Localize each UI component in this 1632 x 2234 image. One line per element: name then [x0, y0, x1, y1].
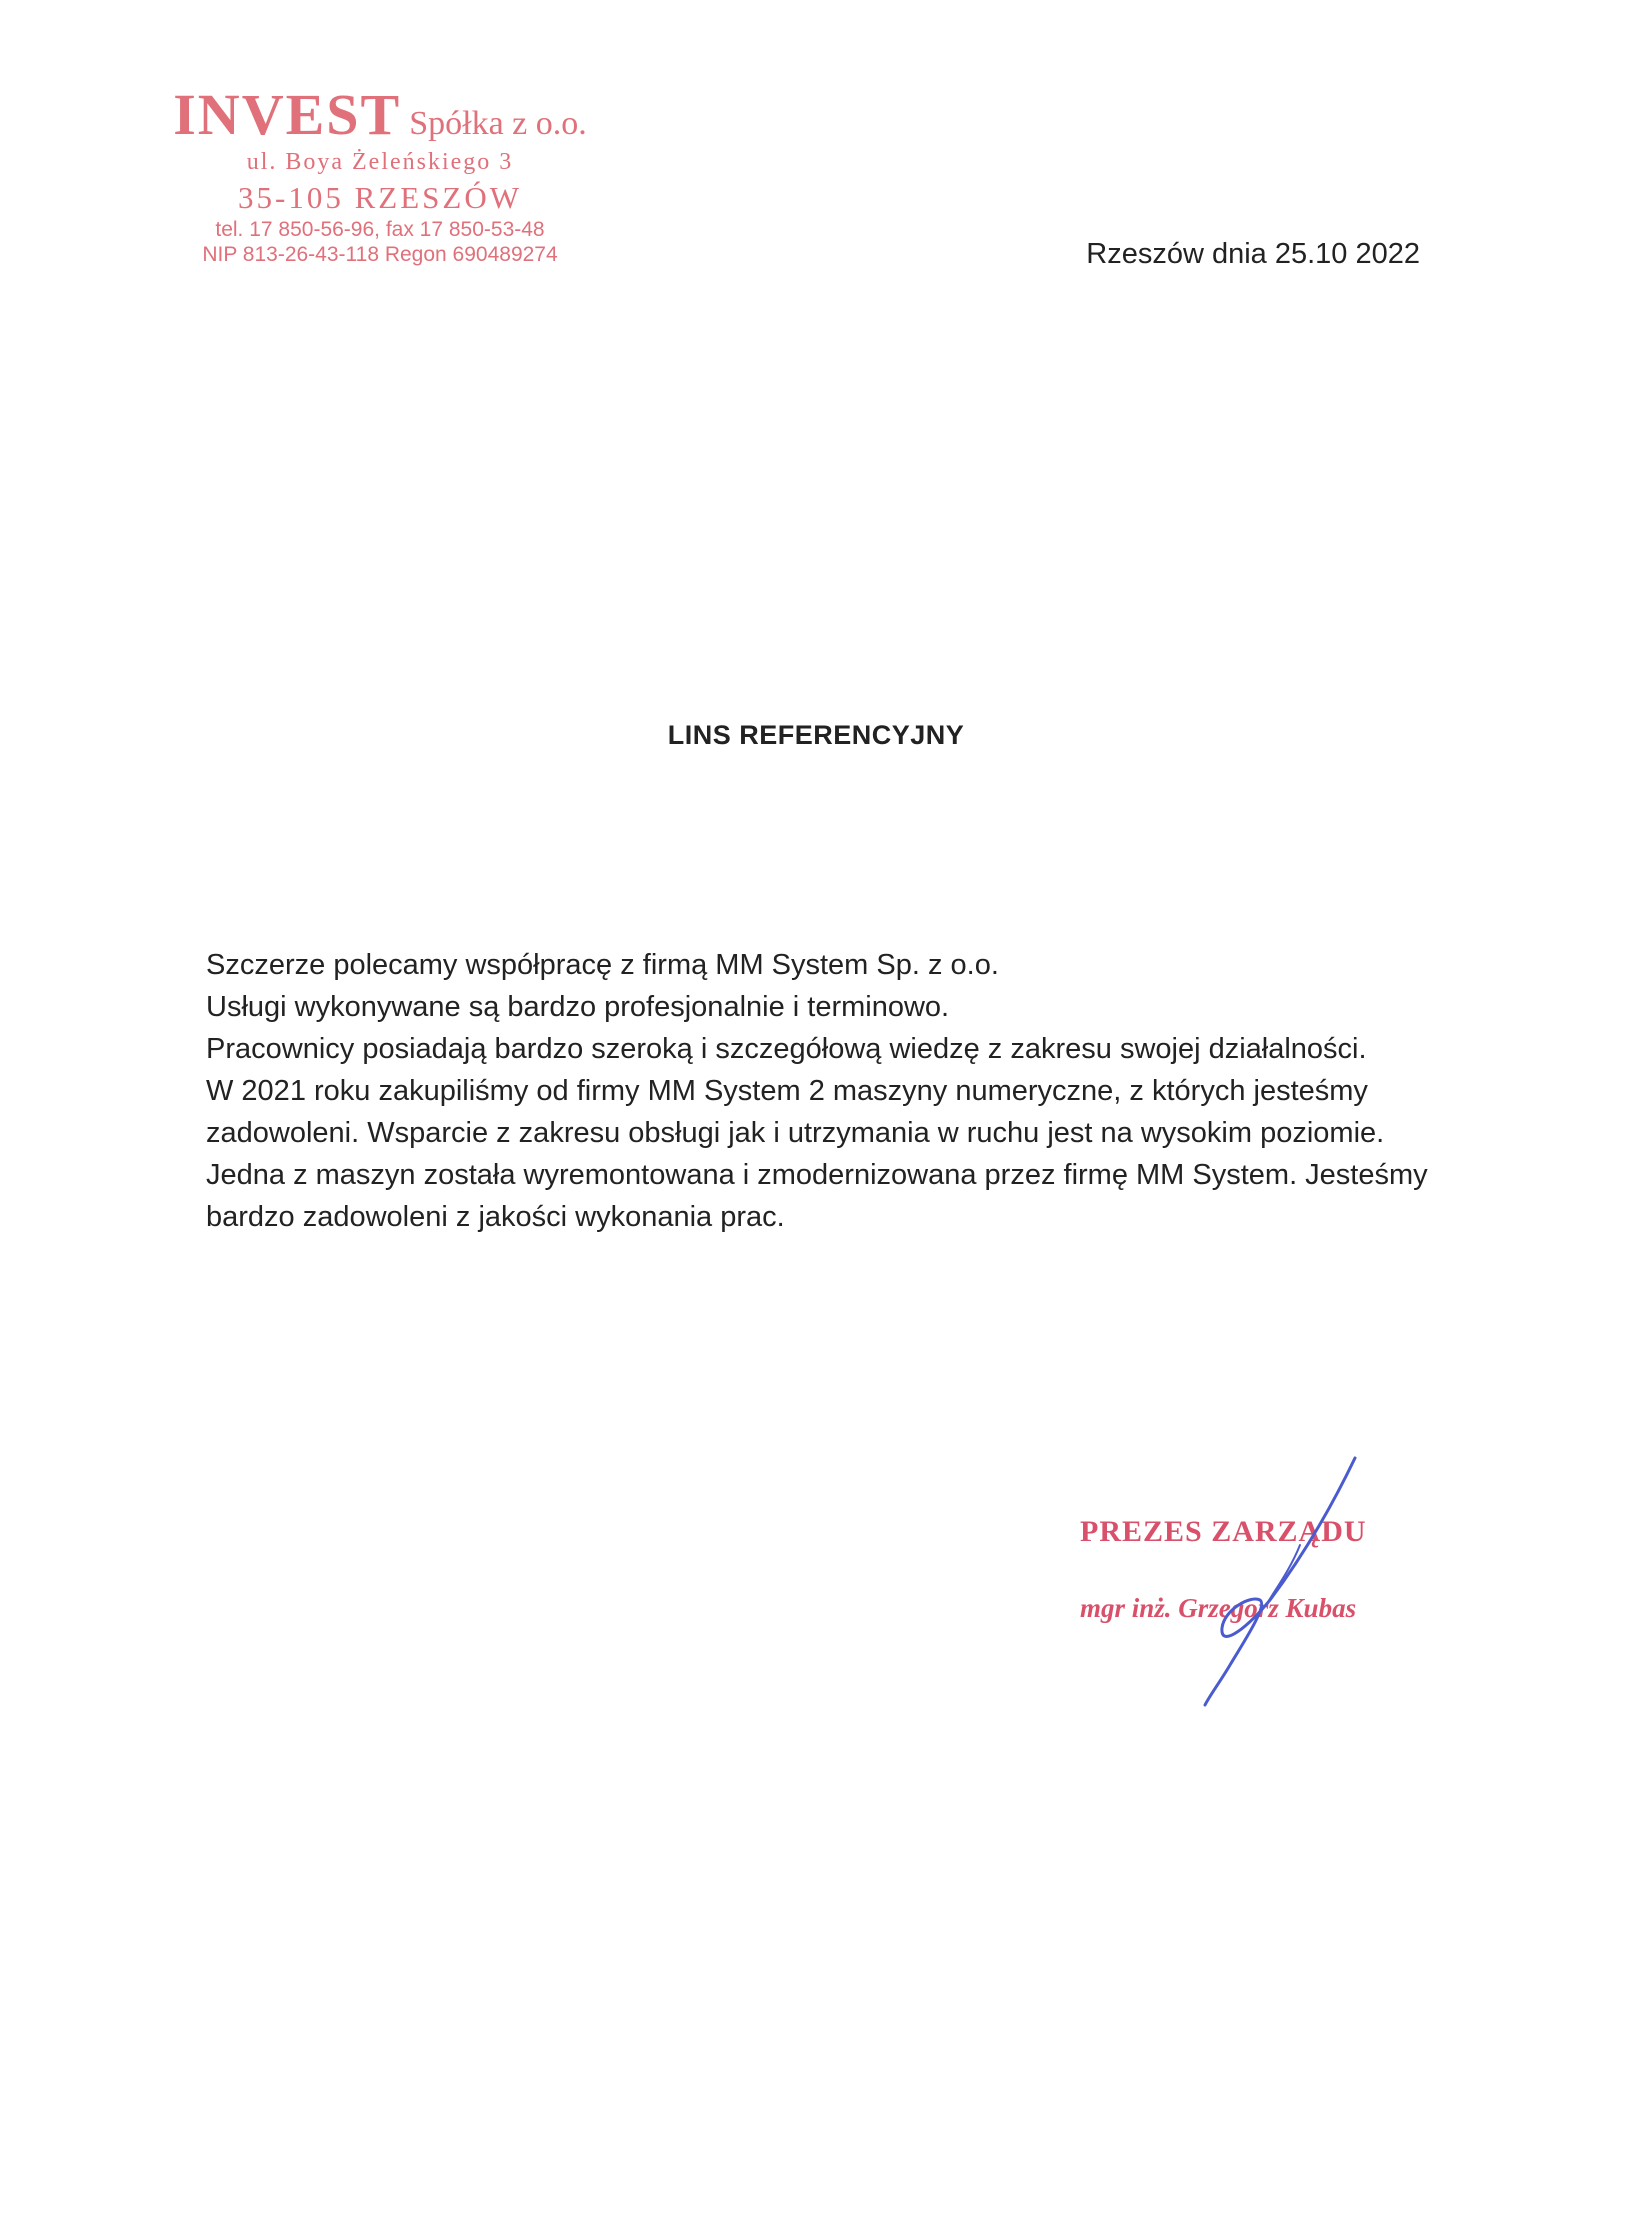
signatory-title: PREZES ZARZĄDU [1080, 1515, 1367, 1548]
body-line: Szczerze polecamy współpracę z firmą MM System Sp. z o.o. [206, 949, 999, 981]
signatory-name: mgr inż. Grzegorz Kubas [1080, 1593, 1357, 1623]
body-line: bardzo zadowoleni z jakości wykonania prac. [206, 1201, 785, 1233]
handwritten-signature [1150, 1450, 1370, 1710]
stamp-company-suffix: Spółka z o.o. [409, 105, 587, 142]
body-line: Jedna z maszyn została wyremontowana i zmodernizowana przez firmę MM System. Jesteśmy [206, 1159, 1428, 1191]
body-line: Pracownicy posiadają bardzo szeroką i szczegółową wiedzę z zakresu swojej działalności. [206, 1033, 1367, 1065]
body-line: Usługi wykonywane są bardzo profesjonalnie i terminowo. [206, 991, 950, 1023]
stamp-street: ul. Boya Żeleńskiego 3 [246, 149, 514, 175]
stamp-city: 35-105 RZESZÓW [238, 180, 522, 215]
stamp-company-name: INVEST [173, 82, 402, 147]
letter-title: LINS REFERENCYJNY [667, 720, 965, 750]
body-line: zadowoleni. Wsparcie z zakresu obsługi jak i utrzymania w ruchu jest na wysokim poziomie. [206, 1117, 1385, 1149]
body-line: W 2021 roku zakupiliśmy od firmy MM System 2 maszyny numeryczne, z których jesteśmy [206, 1075, 1368, 1107]
company-stamp [150, 82, 610, 266]
letter-date: Rzeszów dnia 25.10 2022 [1086, 238, 1420, 270]
stamp-company-line [150, 82, 610, 147]
stamp-phone: tel. 17 850-56-96, fax 17 850-53-48 [215, 218, 545, 241]
stamp-ids: NIP 813-26-43-118 Regon 690489274 [202, 243, 558, 266]
letter-body [206, 944, 1446, 1238]
